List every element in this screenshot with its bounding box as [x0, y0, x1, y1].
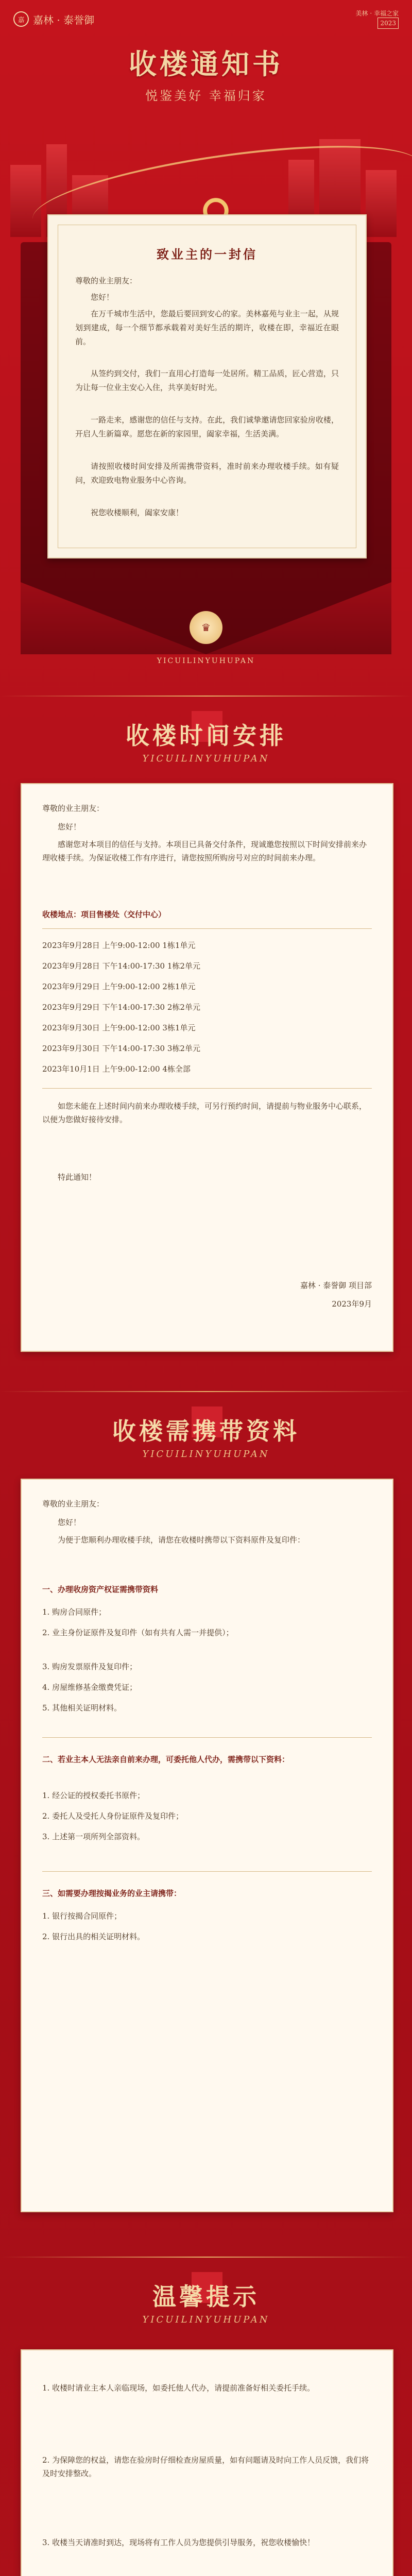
brand-seal-icon: 嘉 [13, 11, 29, 27]
schedule-card [21, 783, 393, 1352]
materials-item: 5. 其他相关证明材料。 [42, 1703, 122, 1713]
letter-paragraph: 您好！ [91, 293, 114, 302]
schedule-date: 2023年9月 [332, 1299, 372, 1309]
header-tag-line1: 美林 · 幸福之家 [355, 10, 399, 17]
materials-item: 3. 上述第一项所列全部资料。 [42, 1832, 145, 1841]
letter-greeting: 尊敬的业主朋友： [75, 276, 138, 285]
letter-paragraph: 请按照收楼时间安排及所需携带资料，准时前来办理收楼手续。如有疑问，欢迎致电物业服务中心咨询。 [75, 462, 339, 485]
materials-greeting: 尊敬的业主朋友： [42, 1499, 105, 1509]
schedule-row: 2023年9月28日 下午14:00-17:30 1栋2单元 [42, 961, 200, 971]
schedule-subtitle: YICUILINYUHUPAN [142, 753, 270, 764]
tips-title: 温馨提示 [152, 2283, 260, 2311]
materials-section-heading: 二、若业主本人无法亲自前来办理，可委托他人代办，需携带以下资料： [42, 1755, 290, 1764]
letter-card [47, 214, 367, 558]
section-divider [0, 1391, 412, 1392]
schedule-title: 收楼时间安排 [126, 722, 286, 750]
header-tag-year: 2023 [377, 18, 399, 29]
divider [42, 1088, 372, 1089]
section-divider [0, 696, 412, 697]
schedule-paragraph: 如您未能在上述时间内前来办理收楼手续，可另行预约时间，请提前与物业服务中心联系，以便为您做好接待安排。 [42, 1101, 367, 1124]
schedule-row: 2023年9月28日 上午9:00-12:00 1栋1单元 [42, 941, 196, 950]
page-title: 收楼通知书 [129, 47, 283, 80]
materials-item: 1. 银行按揭合同原件； [42, 1911, 122, 1921]
materials-card [21, 1479, 393, 2212]
materials-paragraph: 您好！ [58, 1518, 81, 1527]
materials-paragraph: 为便于您顺利办理收楼手续，请您在收楼时携带以下资料原件及复印件： [58, 1535, 305, 1545]
page-subtitle: 悦鉴美好 幸福归家 [145, 89, 267, 103]
materials-item: 2. 业主身份证原件及复印件（如有共有人需一并提供）； [42, 1628, 234, 1637]
materials-item: 2. 委托人及受托人身份证原件及复印件； [42, 1811, 184, 1821]
schedule-row: 2023年9月30日 下午14:00-17:30 3栋2单元 [42, 1044, 200, 1053]
materials-item: 3. 购房发票原件及复印件； [42, 1662, 138, 1671]
schedule-paragraph: 特此通知！ [58, 1173, 97, 1182]
divider [42, 1737, 372, 1738]
tip-item: 1. 收楼时请业主本人亲临现场，如委托他人代办，请提前准备好相关委托手续。 [42, 2383, 315, 2393]
schedule-row: 2023年10月1日 上午9:00-12:00 4栋全部 [42, 1064, 191, 1074]
schedule-paragraph: 您好！ [58, 822, 81, 832]
header-tag [356, 9, 399, 29]
brand-logo [13, 11, 94, 27]
brand-name: 嘉林 · 泰誉御 [33, 13, 95, 26]
materials-item: 1. 经公证的授权委托书原件； [42, 1791, 145, 1800]
letter-paragraph: 从签约到交付，我们一直用心打造每一处居所。精工品质，匠心营造，只为让每一位业主安心入住，共享美好时光。 [75, 369, 339, 392]
materials-section-heading: 一、办理收房资产权证需携带资料 [42, 1585, 159, 1594]
materials-item: 1. 购房合同原件； [42, 1607, 107, 1617]
schedule-row: 2023年9月29日 下午14:00-17:30 2栋2单元 [42, 1003, 200, 1012]
schedule-location: 收楼地点：项目售楼处（交付中心） [42, 910, 166, 919]
letter-paragraph: 祝您收楼顺利，阖家安康！ [91, 508, 184, 517]
materials-title: 收楼需携带资料 [112, 1417, 300, 1445]
letter-paragraph: 一路走来，感谢您的信任与支持。在此，我们诚挚邀请您回家验房收楼，开启人生新篇章。愿您在新的家园里，阖家幸福，生活美满。 [75, 415, 339, 438]
tip-item: 3. 收楼当天请准时到达，现场将有工作人员为您提供引导服务，祝您收楼愉快！ [42, 2538, 315, 2547]
schedule-row: 2023年9月29日 上午9:00-12:00 2栋1单元 [42, 982, 196, 991]
schedule-greeting: 尊敬的业主朋友： [42, 804, 105, 813]
schedule-paragraph: 感谢您对本项目的信任与支持。本项目已具备交付条件，现诚邀您按照以下时间安排前来办理收楼手续。为保证收楼工作有序进行，请您按照所购房号对应的时间前来办理。 [42, 840, 367, 862]
materials-section-heading: 三、如需要办理按揭业务的业主请携带： [42, 1889, 182, 1898]
letter-paragraph: 在万千城市生活中，您最后要回到安心的家。美林嘉苑与业主一起，从规划到建成，每一个细节都承载着对美好生活的期许，收楼在即，幸福近在眼前。 [75, 309, 339, 346]
tips-subtitle: YICUILINYUHUPAN [142, 2314, 270, 2325]
envelope-seal-icon: ♛ [190, 611, 222, 644]
materials-subtitle: YICUILINYUHUPAN [142, 1449, 270, 1460]
schedule-row: 2023年9月30日 上午9:00-12:00 3栋1单元 [42, 1023, 196, 1032]
materials-item: 4. 房屋维修基金缴费凭证； [42, 1683, 138, 1692]
materials-item: 2. 银行出具的相关证明材料。 [42, 1932, 145, 1941]
tips-card [21, 2349, 393, 2576]
schedule-signature: 嘉林 · 泰誉御 项目部 [300, 1281, 372, 1290]
envelope-caption: YICUILINYUHUPAN [157, 657, 255, 665]
divider [42, 928, 372, 929]
letter-heading: 致业主的一封信 [157, 247, 258, 262]
tip-item: 2. 为保障您的权益，请您在验房时仔细检查房屋质量，如有问题请及时向工作人员反馈，我们将及时安排整改。 [42, 2455, 369, 2478]
divider [42, 1871, 372, 1872]
section-divider [0, 2257, 412, 2258]
